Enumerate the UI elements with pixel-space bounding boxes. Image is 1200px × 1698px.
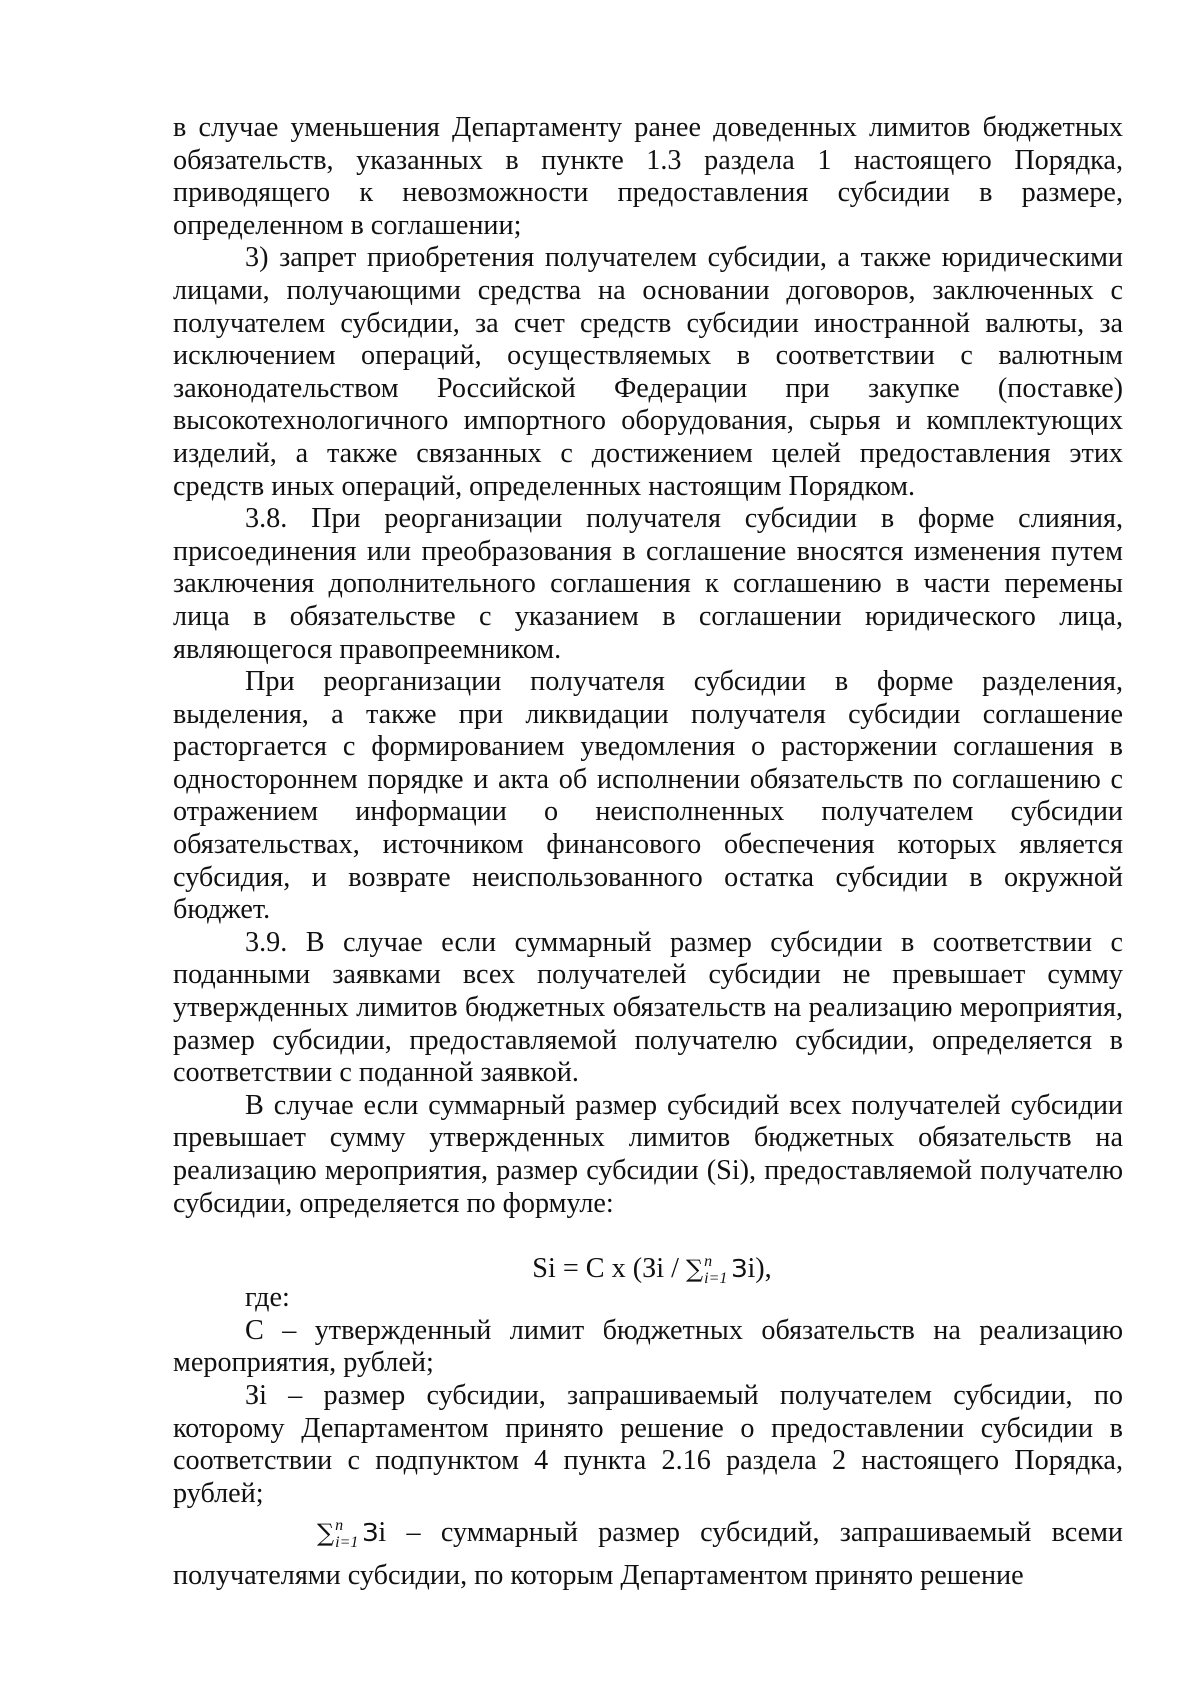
sigma-upper-limit: n bbox=[704, 1253, 713, 1271]
formula-term: З bbox=[731, 1254, 748, 1284]
paragraph-3-9-subsidy-size: 3.9. В случае если суммарный размер субсидии в соответствии с поданными заявками всех получателей субсидии не превышает сумму утвержденных лимитов бюджетных обязательств на реализацию мероприятия, размер субсидии, предоставляемой получателю субсидии, определяется в соответствии с поданной заявкой. bbox=[173, 926, 1123, 1089]
definition-zi: Зi – размер субсидии, запрашиваемый получателем субсидии, по которому Департаментом принято решение о предоставлении субсидии в соответствии с подпунктом 4 пункта 2.16 раздела 2 настоящего Порядка, рублей; bbox=[173, 1379, 1123, 1509]
sum-term-index: i bbox=[378, 1517, 387, 1549]
formula-term-index: i bbox=[747, 1253, 756, 1285]
definition-sum-text: – суммарный размер субсидий, запрашиваемый всеми получателями субсидии, по которым Департаментом принято решение bbox=[173, 1517, 1124, 1591]
paragraph-3-8-reorganization-merge: 3.8. При реорганизации получателя субсидии в форме слияния, присоединения или преобразования в соглашение вносятся изменения путем заключения дополнительного соглашения к соглашению в части перемены лица в обязательстве с указанием в соглашении юридического лица, являющегося правопреемником. bbox=[173, 503, 1123, 665]
formula-rhs: ), bbox=[755, 1253, 772, 1285]
subsidy-formula bbox=[173, 1242, 1123, 1288]
paragraph-formula-intro: В случае если суммарный размер субсидий всех получателей субсидии превышает сумму утвержденных лимитов бюджетных обязательств на реализацию мероприятия, размер субсидии (Si), предоставляемой получателю субсидии, определяется по формуле: bbox=[173, 1089, 1123, 1219]
sum-sigma-symbol: ∑ bbox=[317, 1519, 335, 1548]
paragraph-currency-ban: 3) запрет приобретения получателем субсидии, а также юридическими лицами, получающими средства на основании договоров, заключенных с получателем субсидии, за счет средств субсидии иностранной валюты, за исключением операций, осуществляемых в соответствии с валютным законодательством Российской Федерации при закупке (поставке) высокотехнологичного импортного оборудования, сырья и комплектующих изделий, а также связанных с достижением целей предоставления этих средств иных операций, определенных настоящим Порядком. bbox=[173, 242, 1123, 502]
paragraph-reorganization-division: При реорганизации получателя субсидии в форме разделения, выделения, а также при ликвидации получателя субсидии соглашение расторгается с формированием уведомления о расторжении соглашения в одностороннем порядке и акта об исполнении обязательств по соглашению с отражением информации о неисполненных получателем субсидии обязательствах, источником финансового обеспечения которых является субсидия, и возврате неиспользованного остатка субсидии в окружной бюджет. bbox=[173, 666, 1123, 926]
sigma-symbol: ∑ bbox=[686, 1255, 704, 1284]
sum-sigma-lower-limit: i=1 bbox=[335, 1534, 359, 1552]
formula-lhs: Si = C x (Зi / bbox=[532, 1253, 687, 1285]
sum-term: З bbox=[362, 1518, 379, 1548]
definition-c: С – утвержденный лимит бюджетных обязательств на реализацию мероприятия, рублей; bbox=[173, 1314, 1123, 1379]
where-label: где: bbox=[245, 1282, 290, 1314]
definition-sum bbox=[173, 1510, 1123, 1592]
document-page bbox=[173, 112, 1123, 1593]
sigma-lower-limit: i=1 bbox=[704, 1270, 728, 1288]
sum-sigma-upper-limit: n bbox=[335, 1517, 344, 1535]
paragraph-limits-reduction: в случае уменьшения Департаменту ранее доведенных лимитов бюджетных обязательств, указанных в пункте 1.3 раздела 1 настоящего Порядка, приводящего к невозможности предоставления субсидии в размере, определенном в соглашении; bbox=[173, 112, 1123, 241]
